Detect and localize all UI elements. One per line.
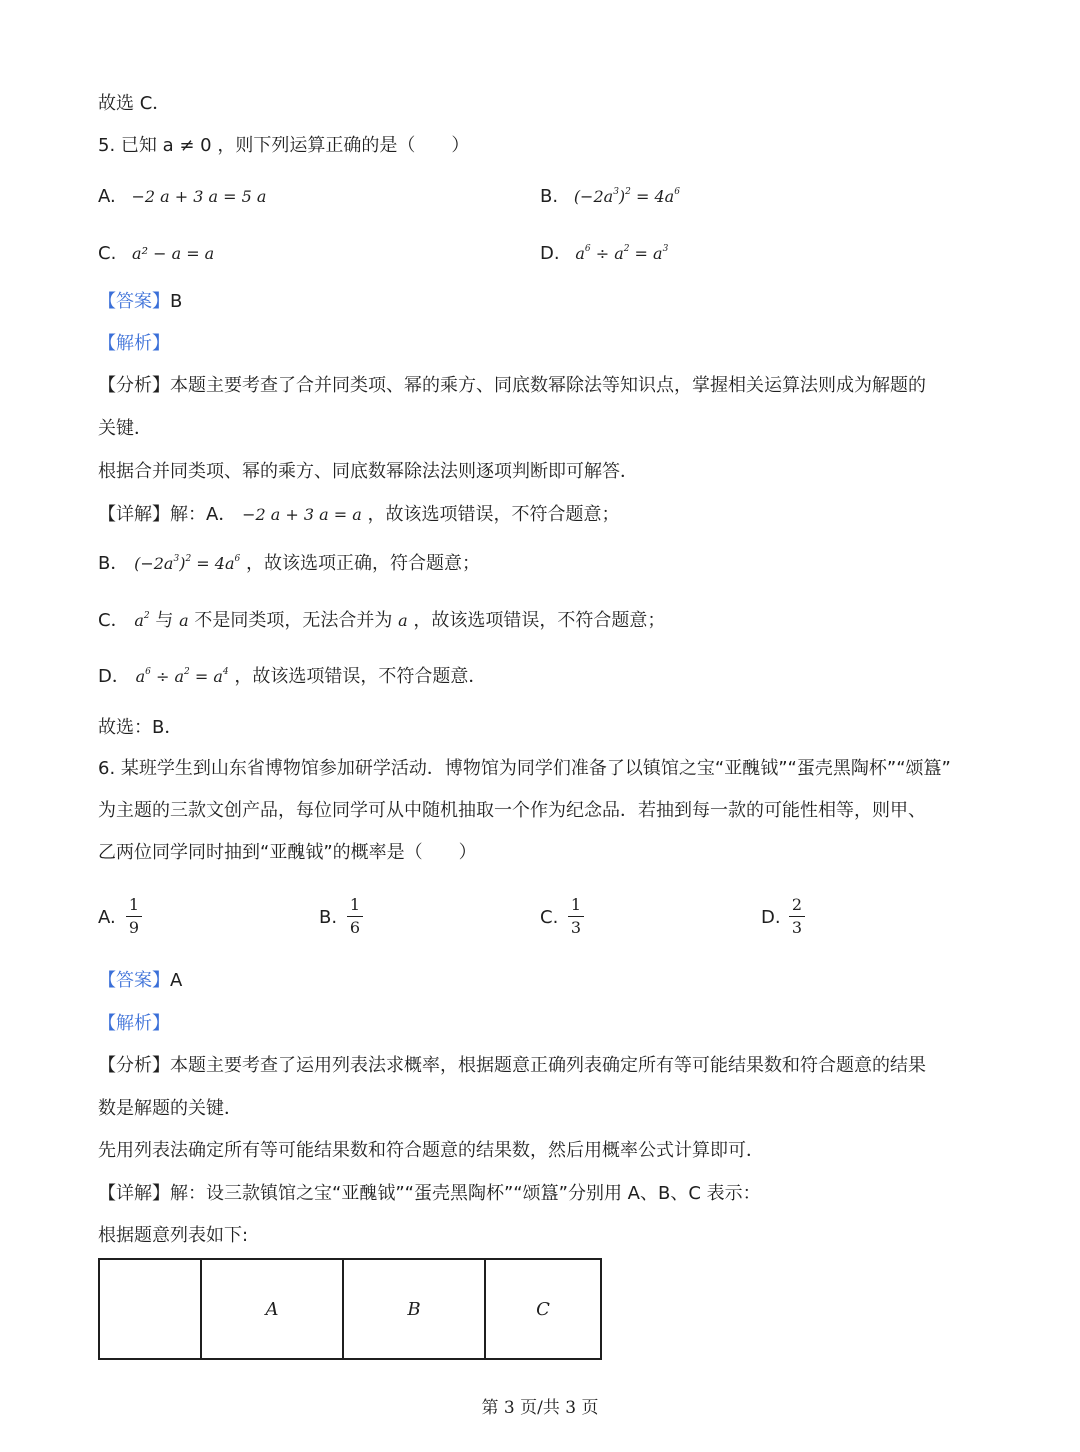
- detail-text: 不是同类项，无法合并为: [194, 610, 393, 631]
- option-label: D.: [540, 243, 560, 264]
- detail-math: $a^2$: [134, 611, 150, 630]
- q6-option-label: C.: [540, 907, 559, 928]
- page-footer: 第 3 页/共 3 页: [481, 1398, 599, 1418]
- q6-option-fraction: [566, 895, 586, 938]
- q6-option-fraction: [124, 895, 144, 938]
- detail-math: a: [398, 611, 408, 630]
- detail-text: 与: [155, 610, 174, 631]
- q6-jiexi-tag: 【解析】: [98, 1013, 170, 1034]
- answer-value: B: [170, 291, 183, 312]
- q5-option-d: [540, 242, 668, 269]
- question-6-line-1: 6. 某班学生到山东省博物馆参加研学活动．博物馆为同学们准备了以镇馆之宝“亚醜钺”“蛋壳黑陶杯”“颂簋”: [98, 758, 951, 779]
- q5-analysis-line-1: 【分析】本题主要考查了合并同类项、幂的乘方、同底数幂除法等知识点，掌握相关运算法则成为解题的: [98, 375, 926, 396]
- fraction-numerator: 1: [128, 895, 140, 914]
- q5-option-c: [98, 242, 214, 266]
- detail-suffix: ，故该选项错误，不符合题意．: [234, 666, 487, 687]
- table-cell: [99, 1259, 201, 1359]
- fraction-denominator: 3: [570, 918, 582, 937]
- fraction-numerator: 1: [349, 895, 361, 914]
- q6-option-label: D.: [761, 907, 781, 928]
- q5-detail-b: [98, 552, 480, 579]
- table-header-row: [99, 1259, 601, 1359]
- detail-math: −2 a + 3 a = a: [242, 505, 362, 524]
- q6-option-fraction: [345, 895, 365, 938]
- option-label: A.: [98, 186, 116, 207]
- answer-value: A: [170, 970, 183, 991]
- q6-analysis-line-2: 数是解题的关键．: [98, 1098, 242, 1119]
- q6-detail: 【详解】解：设三款镇馆之宝“亚醜钺”“蛋壳黑陶杯”“颂簋”分别用 A、B、C 表示：: [98, 1183, 761, 1204]
- detail-prefix: B．: [98, 553, 129, 574]
- answer-tag: 【答案】: [98, 291, 170, 312]
- option-math: a² − a = a: [132, 244, 215, 263]
- fraction-denominator: 3: [791, 918, 803, 937]
- q6-analysis-line-1: 【分析】本题主要考查了运用列表法求概率，根据题意正确列表确定所有等可能结果数和符合题意的结果: [98, 1055, 926, 1076]
- table-cell: A: [201, 1259, 343, 1359]
- question-6-line-2: 为主题的三款文创产品，每位同学可从中随机抽取一个作为纪念品．若抽到每一款的可能性相等，则甲、: [98, 800, 926, 821]
- detail-math: $(-2a^3)^2 = 4a^6$: [134, 554, 241, 573]
- fraction-denominator: 9: [128, 918, 140, 937]
- option-label: B.: [540, 186, 559, 207]
- q5-choice: 故选：B．: [98, 717, 183, 738]
- option-math: $a^6 \div a^2 = a^3$: [575, 244, 669, 263]
- option-math: $(-2a^3)^2 = 4a^6$: [573, 187, 680, 206]
- fraction-bar: [126, 916, 142, 917]
- detail-math: $a^6 \div a^2 = a^4$: [135, 667, 229, 686]
- option-math: −2 a + 3 a = 5 a: [131, 187, 267, 206]
- conclusion-line: 故选 C．: [98, 93, 171, 114]
- q5-jiexi-tag: 【解析】: [98, 333, 170, 354]
- table-cell: B: [343, 1259, 485, 1359]
- q6-answer: [98, 969, 182, 993]
- fraction-numerator: 1: [570, 895, 582, 914]
- detail-prefix: D．: [98, 666, 130, 687]
- q5-detail-d: [98, 665, 486, 692]
- fraction-numerator: 2: [791, 895, 803, 914]
- probability-table: [98, 1258, 602, 1360]
- q6-option-label: B.: [319, 907, 338, 928]
- detail-suffix: ，故该选项错误，不符合题意；: [413, 610, 666, 631]
- q5-analysis-line-3: 根据合并同类项、幂的乘方、同底数幂除法法则逐项判断即可解答．: [98, 461, 638, 482]
- detail-prefix: C．: [98, 610, 129, 631]
- q5-detail-c: [98, 609, 665, 636]
- option-label: C.: [98, 243, 117, 264]
- q5-option-b: [540, 185, 680, 212]
- detail-prefix: 【详解】解：A．: [98, 504, 237, 525]
- q5-detail-a: [98, 503, 620, 527]
- fraction-denominator: 6: [349, 918, 361, 937]
- q5-option-a: [98, 185, 266, 209]
- fraction-bar: [347, 916, 363, 917]
- q6-option-fraction: [787, 895, 807, 938]
- fraction-bar: [789, 916, 805, 917]
- detail-math: a: [179, 611, 189, 630]
- q6-analysis-line-3: 先用列表法确定所有等可能结果数和符合题意的结果数，然后用概率公式计算即可．: [98, 1140, 764, 1161]
- question-5-stem: 5. 已知 a ≠ 0 ，则下列运算正确的是（ ）: [98, 135, 470, 156]
- question-6-line-3: 乙两位同学同时抽到“亚醜钺”的概率是（ ）: [98, 842, 477, 863]
- fraction-bar: [568, 916, 584, 917]
- q5-analysis-line-2: 关键．: [98, 418, 152, 439]
- q6-option-label: A.: [98, 907, 116, 928]
- detail-suffix: ，故该选项正确，符合题意；: [245, 553, 480, 574]
- detail-suffix: ，故该选项错误，不符合题意；: [367, 504, 620, 525]
- answer-tag: 【答案】: [98, 970, 170, 991]
- table-cell: C: [485, 1259, 601, 1359]
- q6-table-intro: 根据题意列表如下:: [98, 1225, 249, 1246]
- q5-answer: [98, 290, 182, 314]
